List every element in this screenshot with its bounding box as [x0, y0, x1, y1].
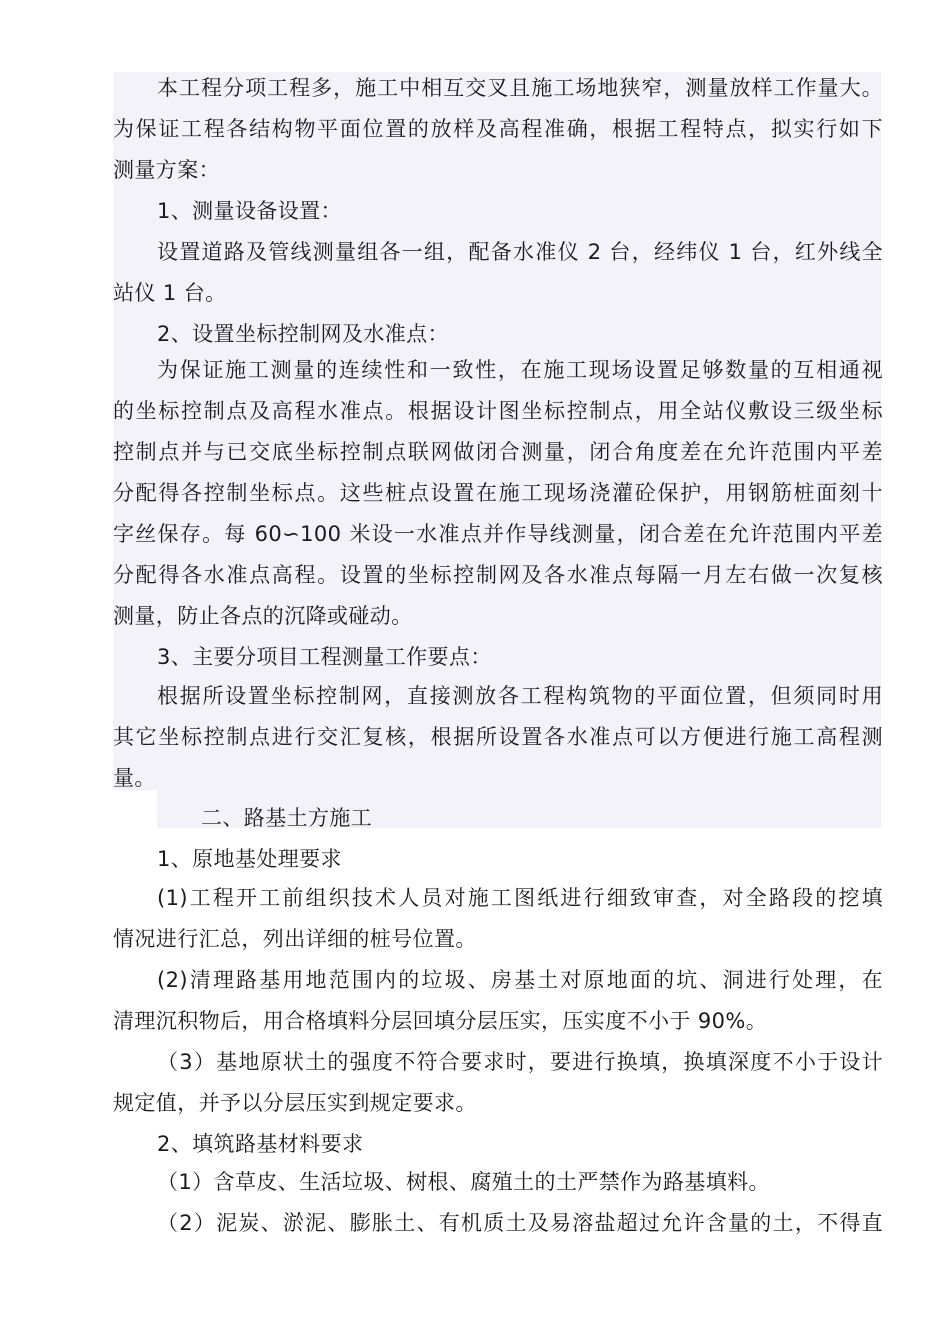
paragraph-line: 为保证施工测量的连续性和一致性，在施工现场设置足够数量的互相通视	[157, 358, 883, 382]
paragraph-line: 设置道路及管线测量组各一组，配备水准仪 2 台，经纬仪 1 台，红外线全	[157, 240, 883, 264]
paragraph-line: （3）基地原状土的强度不符合要求时，要进行换填，换填深度不小于设计	[157, 1050, 883, 1074]
paragraph-line: 其它坐标控制点进行交汇复核，根据所设置各水准点可以方便进行施工高程测	[113, 725, 883, 749]
section-heading: 1、测量设备设置：	[157, 199, 342, 223]
paragraph-line: 规定值，并予以分层压实到规定要求。	[113, 1091, 477, 1115]
section-heading: 3、主要分项目工程测量工作要点：	[157, 645, 492, 669]
paragraph-line: 的坐标控制点及高程水准点。根据设计图坐标控制点，用全站仪敷设三级坐标	[113, 399, 883, 423]
section-heading: 2、设置坐标控制网及水准点：	[157, 322, 449, 346]
paragraph-line: 分配得各水准点高程。设置的坐标控制网及各水准点每隔一月左右做一次复核	[113, 563, 883, 587]
paragraph-line: 测量方案：	[113, 158, 220, 182]
paragraph-line: (1)工程开工前组织技术人员对施工图纸进行细致审查，对全路段的挖填	[157, 886, 883, 910]
paragraph-line: 字丝保存。每 60∽100 米设一水准点并作导线测量，闭合差在允许范围内平差	[113, 522, 883, 546]
paragraph-line: 控制点并与已交底坐标控制点联网做闭合测量，闭合角度差在允许范围内平差	[113, 440, 883, 464]
paragraph-line: (2)清理路基用地范围内的垃圾、房基土对原地面的坑、洞进行处理，在	[157, 968, 883, 992]
section-heading: 2、填筑路基材料要求	[157, 1132, 364, 1156]
paragraph-line: 分配得各控制坐标点。这些桩点设置在施工现场浇灌砼保护，用钢筋桩面刻十	[113, 481, 883, 505]
paragraph-line: 站仪 1 台。	[113, 281, 227, 305]
paragraph-line: 为保证工程各结构物平面位置的放样及高程准确，根据工程特点，拟实行如下	[113, 117, 883, 141]
paragraph-line: 根据所设置坐标控制网，直接测放各工程构筑物的平面位置，但须同时用	[157, 684, 883, 708]
paragraph-line: 清理沉积物后，用合格填料分层回填分层压实，压实度不小于 90%。	[113, 1009, 768, 1033]
paragraph-line: （1）含草皮、生活垃圾、树根、腐殖土的土严禁作为路基填料。	[157, 1170, 770, 1194]
paragraph-line: （2）泥炭、淤泥、膨胀土、有机质土及易溶盐超过允许含量的土，不得直	[157, 1211, 883, 1235]
paragraph-line: 测量，防止各点的沉降或碰动。	[113, 604, 413, 628]
section-heading: 1、原地基处理要求	[157, 847, 342, 871]
paragraph-line: 本工程分项工程多，施工中相互交叉且施工场地狭窄，测量放样工作量大。	[157, 76, 883, 100]
chapter-heading: 二、路基土方施工	[201, 806, 373, 830]
paragraph-line: 量。	[113, 766, 156, 790]
paragraph-line: 情况进行汇总，列出详细的桩号位置。	[113, 927, 477, 951]
